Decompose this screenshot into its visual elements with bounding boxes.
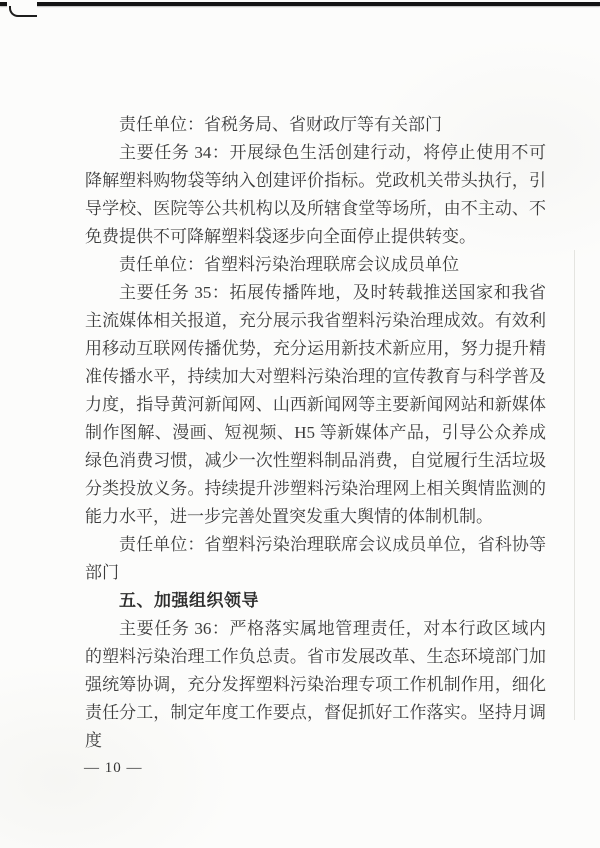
responsibility-unit-task-33: 责任单位：省税务局、省财政厅等有关部门 bbox=[119, 115, 442, 134]
task-36-paragraph: 主要任务 36：严格落实属地管理责任，对本行政区域内的塑料污染治理工作负总责。省市发展改革、生态环境部门加强统筹协调，充分发挥塑料污染治理专项工作机制作用，细化责任分工，制定年度工作要点，督促抓好工作落实。坚持月调度 bbox=[85, 619, 546, 750]
section-5-heading: 五、加强组织领导 bbox=[119, 591, 259, 610]
page-number: — 10 — bbox=[84, 760, 143, 776]
scan-edge-top bbox=[0, 2, 600, 6]
task-34-paragraph: 主要任务 34：开展绿色生活创建行动，将停止使用不可降解塑料购物袋等纳入创建评价指标。党政机关带头执行，引导学校、医院等公共机构以及所辖食堂等场所，由不主动、不免费提供不可降解塑料袋逐步向全面停止提供转变。 bbox=[85, 143, 546, 246]
scan-edge-left bbox=[0, 0, 2, 848]
scan-artifact-curl bbox=[9, 6, 37, 17]
responsibility-unit-task-35: 责任单位：省塑料污染治理联席会议成员单位，省科协等部门 bbox=[85, 535, 546, 582]
task-35-paragraph: 主要任务 35：拓展传播阵地，及时转载推送国家和我省主流媒体相关报道，充分展示我省塑料污染治理成效。有效利用移动互联网传播优势，充分运用新技术新应用，努力提升精准传播水平，持续加大对塑料污染治理的宣传教育与科学普及力度，指导黄河新闻网、山西新闻网等主要新闻网站和新媒体制作图解、漫画、短视频、H5 等新媒体产品，引导公众养成绿色消费习惯，减少一次性塑料制品消费，自觉履行生活垃圾分类投放义务。持续提升涉塑料污染治理网上相关舆情监测的能力水平，进一步完善处置突发重大舆情的体制机制。 bbox=[85, 283, 546, 526]
scan-shadow-right bbox=[574, 250, 575, 720]
responsibility-unit-task-34: 责任单位：省塑料污染治理联席会议成员单位 bbox=[119, 255, 459, 274]
document-body bbox=[85, 111, 546, 755]
